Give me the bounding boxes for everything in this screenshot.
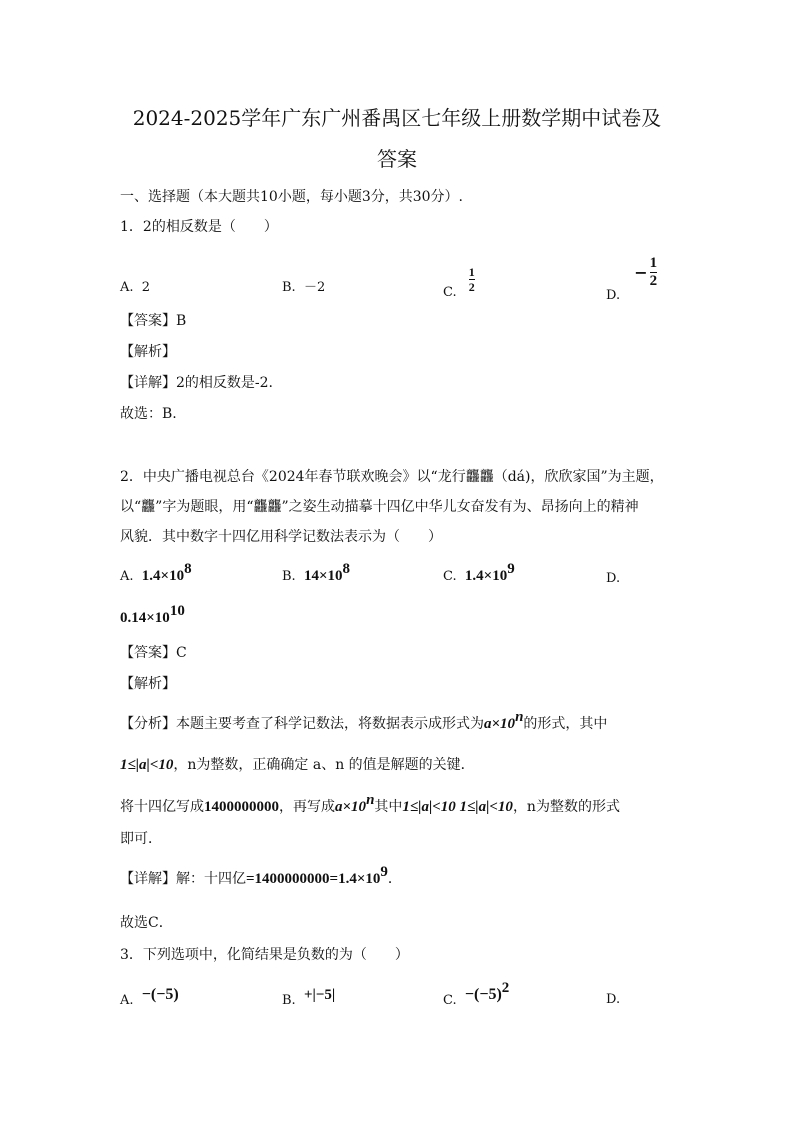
q2-option-a-base: 1.4×10 (141, 568, 185, 584)
q1-option-c-denominator: 2 (468, 280, 475, 294)
q2-analysis-formula-1: a×10 (484, 716, 516, 732)
q3-option-d-letter: D. (606, 992, 621, 1007)
q2-detail-exponent: 9 (380, 864, 388, 880)
q3-option-c-exponent: 2 (501, 980, 510, 996)
q2-option-c-letter: C. (443, 569, 457, 584)
q2-analysis-formula-2: 1≤|a|<10 (120, 757, 174, 773)
q3-option-a-letter: A. (120, 993, 134, 1008)
q2-option-d (120, 603, 185, 628)
q2-analysis-text-2: 的形式，其中 (523, 716, 608, 732)
q2-detail-text: 【详解】解：十四亿 (120, 871, 246, 887)
q1-option-d-numerator: 1 (649, 255, 658, 271)
document-title-line-2: 答案 (377, 147, 417, 171)
q2-stem-line-1: 2．中央广播电视总台《2024年春节联欢晚会》以“龙行龘龘（dá)，欣欣家国”为主题， (120, 469, 664, 485)
q2-detail-end: ． (387, 871, 402, 887)
document-title-line-1: 2024-2025学年广东广州番禺区七年级上册数学期中试卷及 (132, 106, 662, 130)
q3-option-a-expression: −(−5) (141, 986, 179, 1003)
q2-option-d-letter: D. (606, 571, 621, 586)
q2-option-a-exponent: 8 (184, 561, 192, 577)
q2-analysis-exponent-2: n (366, 792, 375, 808)
q2-stem-line-2: 以“龘”字为题眼，用“龘龘”之姿生动描摹十四亿中华儿女奋发有为、昂扬向上的精神 (120, 499, 639, 515)
q3-option-b-expression: +|−5| (303, 987, 336, 1003)
q2-analysis-label: 【解析】 (120, 676, 176, 692)
q2-option-a-letter: A. (120, 569, 134, 584)
q2-option-d-exponent: 10 (169, 603, 185, 619)
q2-option-c (443, 561, 515, 586)
q2-choose: 故选C． (120, 915, 173, 931)
q2-option-d-base: 0.14×10 (120, 610, 170, 626)
q1-choose: 故选：B. (120, 406, 177, 422)
q1-option-c-fraction (469, 266, 475, 293)
q1-option-c-letter: C. (443, 285, 457, 300)
q1-option-d-fraction (650, 256, 658, 289)
q3-option-c-expression: −(−5) (464, 986, 502, 1003)
q1-option-a-value: 2 (141, 280, 151, 295)
q2-analysis-line-2 (120, 755, 475, 775)
q1-stem: 1．2的相反数是（ ） (120, 219, 278, 235)
q2-option-c-base: 1.4×10 (464, 568, 508, 584)
q2-option-a (120, 561, 192, 586)
q1-option-a (120, 279, 150, 297)
q1-option-c-numerator: 1 (468, 265, 475, 279)
q2-analysis-text-5: ，再写成 (279, 799, 335, 815)
q2-option-b-letter: B. (282, 569, 296, 584)
q1-option-d-letter: D. (606, 288, 621, 303)
q2-answer: 【答案】C (120, 645, 187, 661)
q1-option-b-value: －2 (303, 280, 326, 295)
q3-stem: 3．下列选项中，化简结果是负数的为（ ） (120, 947, 409, 963)
q1-option-d-sign: − (634, 262, 648, 282)
q2-analysis-exponent-1: n (515, 709, 524, 725)
q1-option-c (443, 265, 475, 300)
q1-analysis-label: 【解析】 (120, 344, 176, 360)
q2-analysis-text-3: ，n为整数，正确确定 a、n 的值是解题的关键． (173, 757, 475, 773)
q2-analysis-formula-5: 1≤|a|<10 1≤|a|<10 (402, 799, 513, 815)
q2-analysis-text-4: 将十四亿写成 (120, 799, 204, 815)
q3-option-b (282, 986, 336, 1008)
q2-detail (120, 864, 402, 889)
q2-option-b (282, 561, 351, 586)
q2-analysis-text-1: 【分析】本题主要考查了科学记数法，将数据表示成形式为 (120, 716, 484, 732)
q1-answer: 【答案】B (120, 313, 187, 329)
q2-analysis-line-3 (120, 792, 620, 817)
q2-analysis-line-4: 即可． (120, 831, 162, 847)
q1-option-a-letter: A. (120, 280, 134, 295)
q2-analysis-text-7: ，n为整数的形式 (512, 799, 620, 815)
q3-option-c-letter: C. (443, 993, 457, 1008)
q2-analysis-formula-4: a×10 (335, 799, 367, 815)
q3-option-a (120, 986, 179, 1008)
q1-option-d (606, 255, 658, 303)
q3-option-c (443, 980, 510, 1008)
section-heading: 一、选择题（本大题共10小题，每小题3分，共30分）. (120, 189, 463, 205)
q1-detail: 【详解】2的相反数是-2. (120, 375, 273, 391)
q1-option-d-denominator: 2 (649, 273, 658, 289)
q2-analysis-formula-3: 1400000000 (204, 799, 279, 815)
q3-option-b-letter: B. (282, 993, 296, 1008)
q2-analysis-line-1 (120, 709, 608, 734)
q2-analysis-text-6: 其中 (374, 799, 403, 815)
q1-option-b (282, 279, 325, 297)
q2-detail-formula: =1400000000=1.4×10 (246, 871, 381, 887)
q1-option-b-letter: B. (282, 280, 296, 295)
q2-option-c-exponent: 9 (507, 561, 515, 577)
q2-option-b-exponent: 8 (342, 561, 351, 577)
q2-option-b-base: 14×10 (303, 568, 343, 584)
q2-stem-line-3: 风貌．其中数字十四亿用科学记数法表示为（ ） (120, 529, 442, 545)
